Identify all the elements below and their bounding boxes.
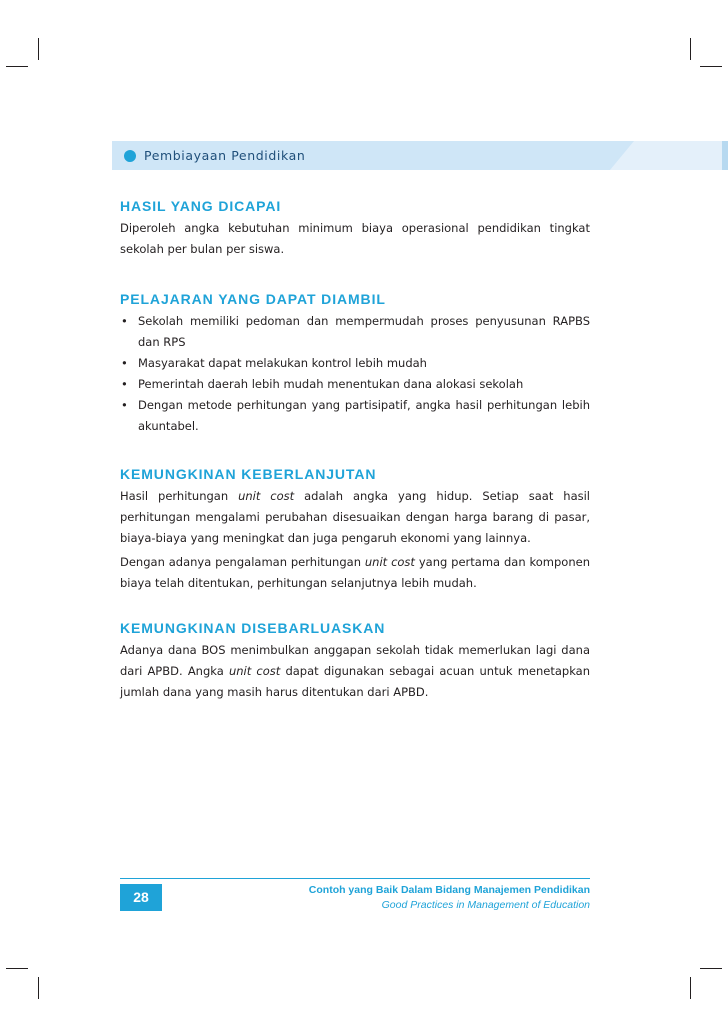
section-heading: KEMUNGKINAN KEBERLANJUTAN	[120, 466, 377, 482]
list-item: • Pemerintah daerah lebih mudah menentukan dana alokasi sekolah	[120, 374, 590, 395]
list-item: • Masyarakat dapat melakukan kontrol lebih mudah	[120, 353, 590, 374]
italic-term: unit cost	[238, 489, 295, 503]
header-band-accent	[610, 141, 728, 170]
crop-mark	[690, 38, 691, 60]
text-run: dapat digunakan sebagai acuan untuk menetapkan jumlah dana yang masih harus ditentukan dari APBD.	[120, 664, 591, 699]
text-run: adalah angka yang hidup. Setiap saat hasil perhitungan mengalami perubahan disesuaikan dengan harga barang di pasar, biaya-biaya yang meningkat dan juga pengaruh ekonomi yang lainnya.	[120, 489, 590, 545]
bullet-list	[120, 311, 590, 437]
crop-mark	[6, 66, 28, 67]
crop-mark	[38, 977, 39, 999]
italic-term: unit cost	[228, 664, 281, 678]
footer-title: Contoh yang Baik Dalam Bidang Manajemen Pendidikan	[308, 884, 590, 896]
section-paragraph	[120, 486, 590, 549]
section-heading: PELAJARAN YANG DAPAT DIAMBIL	[120, 291, 386, 307]
italic-term: unit cost	[364, 555, 415, 569]
section-keberlanjutan	[120, 466, 590, 594]
text-run: yang pertama dan komponen biaya telah ditentukan, perhitungan selanjutnya lebih mudah.	[120, 555, 590, 590]
section-hasil	[120, 198, 590, 260]
section-heading: HASIL YANG DICAPAI	[120, 198, 282, 214]
crop-mark	[6, 968, 28, 969]
section-paragraph	[120, 552, 590, 594]
bullet-dot-icon	[124, 150, 136, 162]
section-heading: KEMUNGKINAN DISEBARLUASKAN	[120, 620, 386, 636]
text-run: Hasil perhitungan	[120, 489, 239, 503]
crop-mark	[700, 66, 722, 67]
section-paragraph	[120, 640, 590, 703]
list-item: • Sekolah memiliki pedoman dan mempermudah proses penyusunan RAPBS dan RPS	[120, 311, 590, 353]
page-number: 28	[120, 884, 162, 911]
crop-mark	[690, 977, 691, 999]
chapter-header: Pembiayaan Pendidikan	[144, 148, 306, 163]
text-run: Adanya dana BOS menimbulkan anggapan sekolah tidak memerlukan lagi dana dari APBD. Angka	[120, 643, 590, 678]
crop-mark	[38, 38, 39, 60]
crop-mark	[700, 968, 722, 969]
section-paragraph: Diperoleh angka kebutuhan minimum biaya operasional pendidikan tingkat sekolah per bulan per siswa.	[120, 221, 590, 256]
header-band-edge	[722, 141, 728, 170]
list-item: • Dengan metode perhitungan yang partisipatif, angka hasil perhitungan lebih akuntabel.	[120, 395, 590, 437]
footer-subtitle: Good Practices in Management of Education	[381, 899, 590, 911]
footer-rule	[120, 878, 590, 879]
section-disebarluaskan	[120, 620, 590, 703]
text-run: Dengan adanya pengalaman perhitungan	[120, 555, 365, 569]
section-pelajaran	[120, 291, 590, 437]
